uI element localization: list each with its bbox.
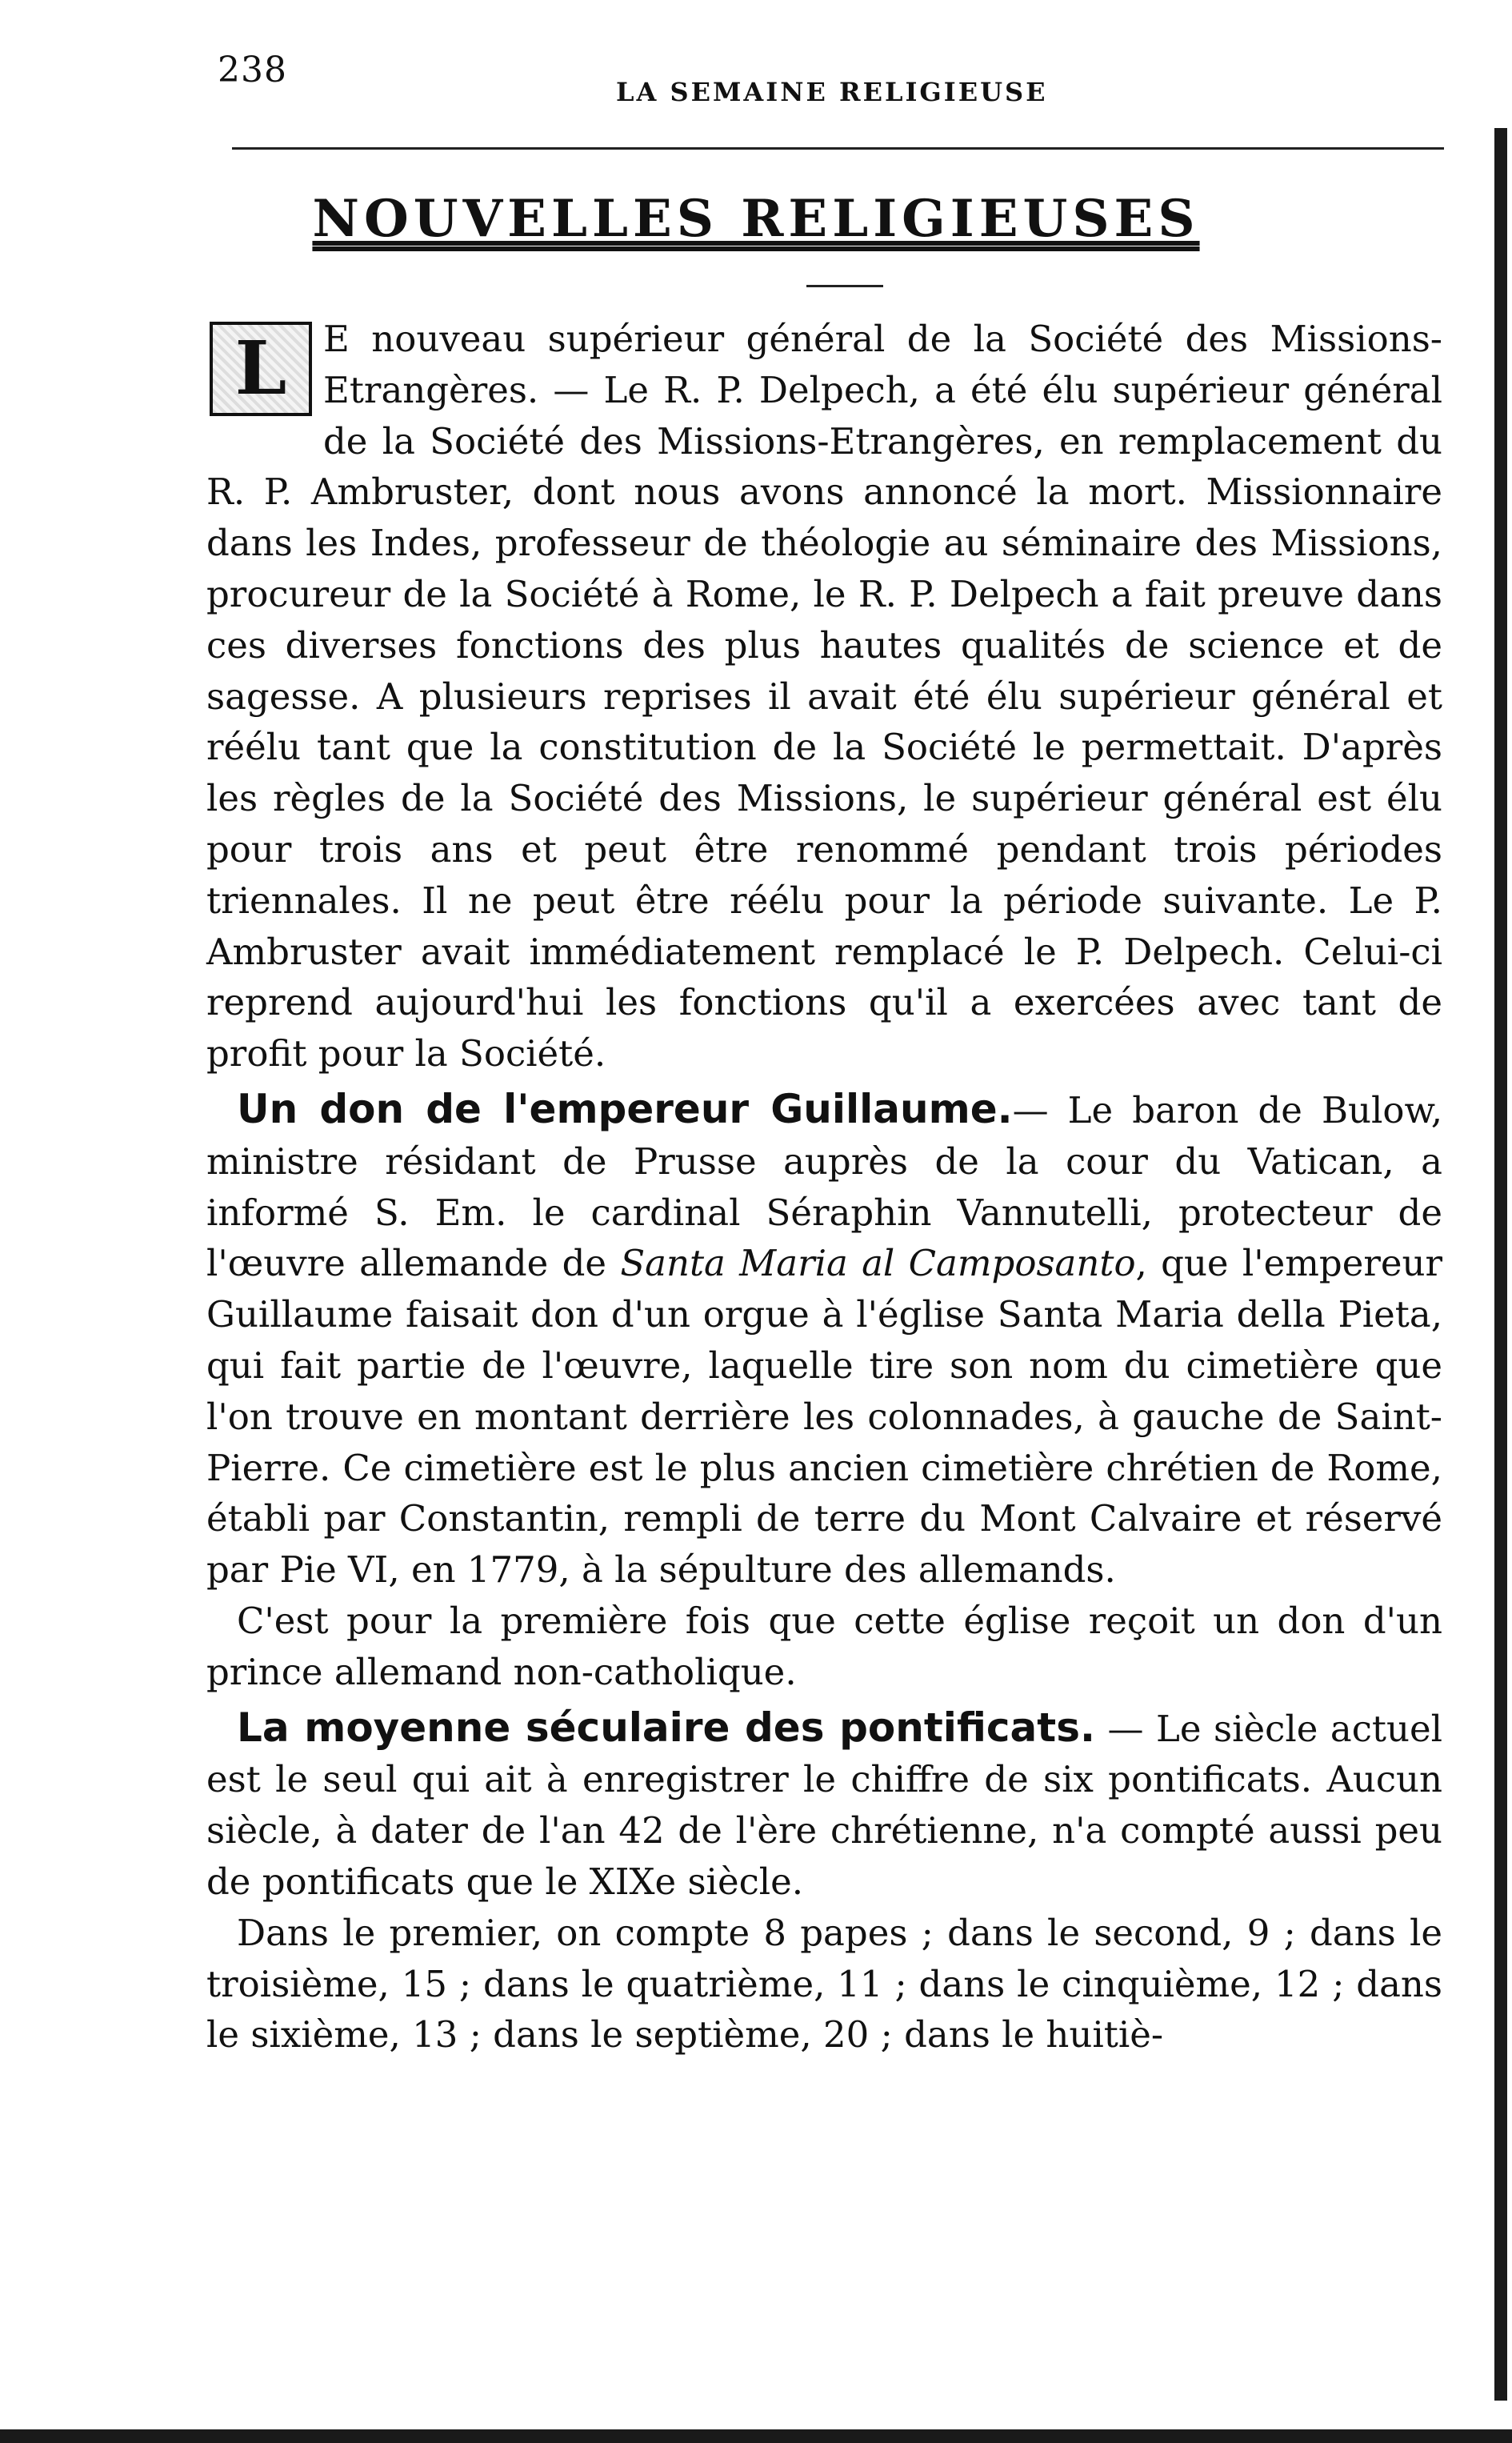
article-pontificates-text: — Le siècle actuel est le seul qui ait à enregistrer le chiffre de six pontificats. Aucun siècle, à dater de l'an 42 de l'ère chrétienne, n'a compté aussi peu de pontificats que le XIXe siècle. [206,1707,1442,1903]
title-divider [806,285,883,287]
ornamental-dropcap: L [210,322,312,416]
header-rule [232,147,1444,150]
section-title: NOUVELLES RELIGIEUSES [312,189,1200,249]
article-body [206,314,1442,2061]
scan-edge-right [1494,128,1507,2401]
scan-edge-bottom [0,2429,1512,2443]
article-emperor-gift-text-1: — Le baron de Bulow, ministre résidant de Prusse auprès de la cour du Vatican, a informé S. Em. le cardinal Séraphin Vannutelli, protecteur de l'œuvre allemande de [206,1088,1443,1285]
article-pontificates [206,1703,1442,1908]
article-emperor-gift-heading: Un don de l'empereur Guillaume. [237,1085,1013,1132]
article-emperor-gift-italic: Santa Maria al Camposanto [620,1242,1136,1285]
article-pontificates-heading: La moyenne séculaire des pontificats. [237,1704,1095,1751]
article-emperor-gift-text-2: , que l'empereur Guillaume faisait don d'un orgue à l'église Santa Maria della Pieta, qui fait partie de l'œuvre, laquelle tire son nom du cimetière que l'on trouve en montant derrière les colonnades, à gauche de Saint-Pierre. Ce cimetière est le plus ancien cimetière chrétien de Rome, établi par Constantin, rempli de terre du Mont Calvaire et réservé par Pie VI, en 1779, à la sépulture des allemands. [206,1242,1442,1592]
article-emperor-gift [206,1084,1442,1596]
page-number: 238 [218,50,287,90]
running-title: LA SEMAINE RELIGIEUSE [616,77,1048,107]
article-superior-general [206,314,1442,1079]
article-superior-general-text: E nouveau supérieur général de la Société des Missions-Etrangères. — Le R. P. Delpech, a été élu supérieur général de la Société des Missions-Etrangères, en remplacement du R. P. Ambruster, dont nous avons annoncé la mort. Missionnaire dans les Indes, professeur de théologie au séminaire des Missions, procureur de la Société à Rome, le R. P. Delpech a fait preuve dans ces diverses fonctions des plus hautes qualités de science et de sagesse. A plusieurs reprises il avait été élu supérieur général et réélu tant que la constitution de la Société le permettait. D'après les règles de la Société des Missions, le supérieur général est élu pour trois ans et peut être renommé pendant trois périodes triennales. Il ne peut être réélu pour la période suivante. Le P. Ambruster avait immédiatement remplacé le P. Delpech. Celui-ci reprend aujourd'hui les fonctions qu'il a exercées avec tant de profit pour la Société. [206,318,1442,1075]
article-pontificates-paragraph-2: Dans le premier, on compte 8 papes ; dans le second, 9 ; dans le troisième, 15 ; dans le quatrième, 11 ; dans le cinquième, 12 ; dans le sixième, 13 ; dans le septième, 20 ; dans le huitiè- [206,1911,1442,2057]
article-emperor-gift-paragraph-2: C'est pour la première fois que cette église reçoit un don d'un prince allemand non-catholique. [206,1599,1442,1693]
